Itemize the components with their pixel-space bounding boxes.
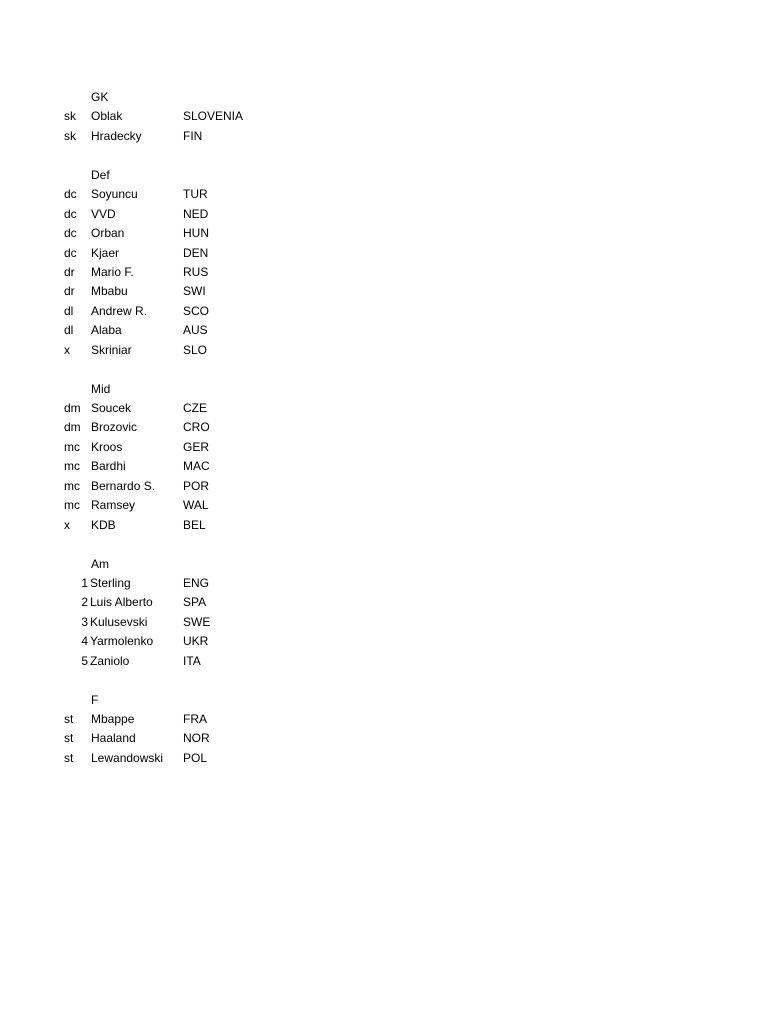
player-role: st <box>64 712 74 726</box>
blank-row <box>0 360 768 379</box>
player-name: Kjaer <box>91 245 120 260</box>
group-title: Am <box>91 556 109 571</box>
player-row <box>0 593 768 612</box>
player-role: dc <box>64 187 77 202</box>
player-name: Ramsey <box>91 498 136 513</box>
player-name: Soucek <box>91 401 132 415</box>
player-name: Haaland <box>91 731 136 746</box>
player-name: Luis Alberto <box>90 595 153 610</box>
player-name: Alaba <box>91 323 122 338</box>
player-name: Mbappe <box>91 712 135 726</box>
player-role: dm <box>64 401 81 415</box>
group-header-row <box>0 380 768 399</box>
player-row <box>0 224 768 243</box>
player-name: Kulusevski <box>90 614 148 629</box>
player-row <box>0 710 768 729</box>
player-row <box>0 418 768 437</box>
player-row <box>0 652 768 671</box>
player-nation: SLOVENIA <box>183 109 244 124</box>
player-row <box>0 127 768 146</box>
blank-row <box>0 535 768 554</box>
group-header-row <box>0 88 768 107</box>
player-name: Skriniar <box>91 342 132 357</box>
blank-row <box>0 146 768 165</box>
player-rank: 5 <box>81 653 88 668</box>
group-title: Mid <box>91 381 111 396</box>
player-rank: 3 <box>81 614 88 629</box>
player-role: dc <box>64 226 77 241</box>
player-row <box>0 613 768 632</box>
player-nation: FIN <box>183 128 203 143</box>
player-role: dl <box>64 323 74 338</box>
player-name: Oblak <box>91 109 123 124</box>
player-nation: GER <box>183 439 210 454</box>
player-row <box>0 496 768 515</box>
player-row <box>0 302 768 321</box>
squad-sheet <box>0 88 768 768</box>
player-name: Orban <box>91 226 125 241</box>
player-row <box>0 457 768 476</box>
player-role: x <box>64 342 70 357</box>
player-name: Zaniolo <box>90 653 130 668</box>
player-nation: CRO <box>183 420 210 435</box>
player-nation: UKR <box>183 634 209 649</box>
player-nation: CZE <box>183 401 207 415</box>
player-row <box>0 729 768 748</box>
player-name: Bernardo S. <box>91 478 156 493</box>
player-row <box>0 263 768 282</box>
player-row <box>0 574 768 593</box>
player-nation: NOR <box>183 731 210 746</box>
player-name: Sterling <box>90 575 131 590</box>
player-nation: FRA <box>183 712 207 726</box>
player-role: mc <box>64 478 80 493</box>
player-name: Mbabu <box>91 284 128 299</box>
player-row <box>0 107 768 126</box>
player-name: Kroos <box>91 439 123 454</box>
player-rank: 2 <box>81 595 88 610</box>
player-name: Brozovic <box>91 420 138 435</box>
player-nation: NED <box>183 206 209 221</box>
player-nation: POL <box>183 750 208 765</box>
player-nation: HUN <box>183 226 209 241</box>
player-nation: SPA <box>183 595 207 610</box>
player-nation: POR <box>183 478 210 493</box>
player-row <box>0 185 768 204</box>
player-row <box>0 282 768 301</box>
player-nation: SLO <box>183 342 208 357</box>
player-name: VVD <box>91 206 116 221</box>
player-role: dl <box>64 303 74 318</box>
player-nation: TUR <box>183 187 208 202</box>
player-role: dm <box>64 420 81 435</box>
player-rank: 4 <box>81 634 88 649</box>
player-role: dr <box>64 264 75 279</box>
player-nation: SWI <box>183 284 206 299</box>
player-nation: SWE <box>183 614 211 629</box>
group-header-row <box>0 691 768 710</box>
player-row <box>0 399 768 418</box>
player-nation: RUS <box>183 264 209 279</box>
player-role: dc <box>64 206 77 221</box>
group-title: Def <box>91 167 110 182</box>
player-row <box>0 749 768 768</box>
player-row <box>0 516 768 535</box>
group-header-row <box>0 166 768 185</box>
player-nation: ENG <box>183 575 210 590</box>
player-nation: ITA <box>183 653 201 668</box>
player-role: st <box>64 731 74 746</box>
player-name: Mario F. <box>91 264 134 279</box>
group-title: GK <box>91 90 109 104</box>
player-role: mc <box>64 498 80 513</box>
player-nation: AUS <box>183 323 208 338</box>
group-title: F <box>91 692 99 707</box>
player-name: Soyuncu <box>91 187 138 202</box>
player-role: dr <box>64 284 75 299</box>
player-nation: DEN <box>183 245 209 260</box>
player-row <box>0 205 768 224</box>
group-header-row <box>0 555 768 574</box>
player-name: Andrew R. <box>91 303 148 318</box>
player-row <box>0 244 768 263</box>
blank-row <box>0 671 768 690</box>
player-row <box>0 341 768 360</box>
player-role: sk <box>64 109 76 124</box>
player-name: Hradecky <box>91 128 142 143</box>
player-role: mc <box>64 439 80 454</box>
player-rank: 1 <box>81 575 88 590</box>
player-nation: MAC <box>183 459 210 474</box>
player-row <box>0 632 768 651</box>
player-role: sk <box>64 128 76 143</box>
player-nation: BEL <box>183 517 206 532</box>
player-row <box>0 438 768 457</box>
player-role: dc <box>64 245 77 260</box>
player-nation: WAL <box>183 498 209 513</box>
player-row <box>0 321 768 340</box>
player-row <box>0 477 768 496</box>
player-role: x <box>64 517 70 532</box>
player-name: Yarmolenko <box>90 634 154 649</box>
player-name: Bardhi <box>91 459 126 474</box>
player-role: st <box>64 750 74 765</box>
player-nation: SCO <box>183 303 210 318</box>
player-name: Lewandowski <box>91 750 164 765</box>
player-name: KDB <box>91 517 116 532</box>
player-role: mc <box>64 459 80 474</box>
